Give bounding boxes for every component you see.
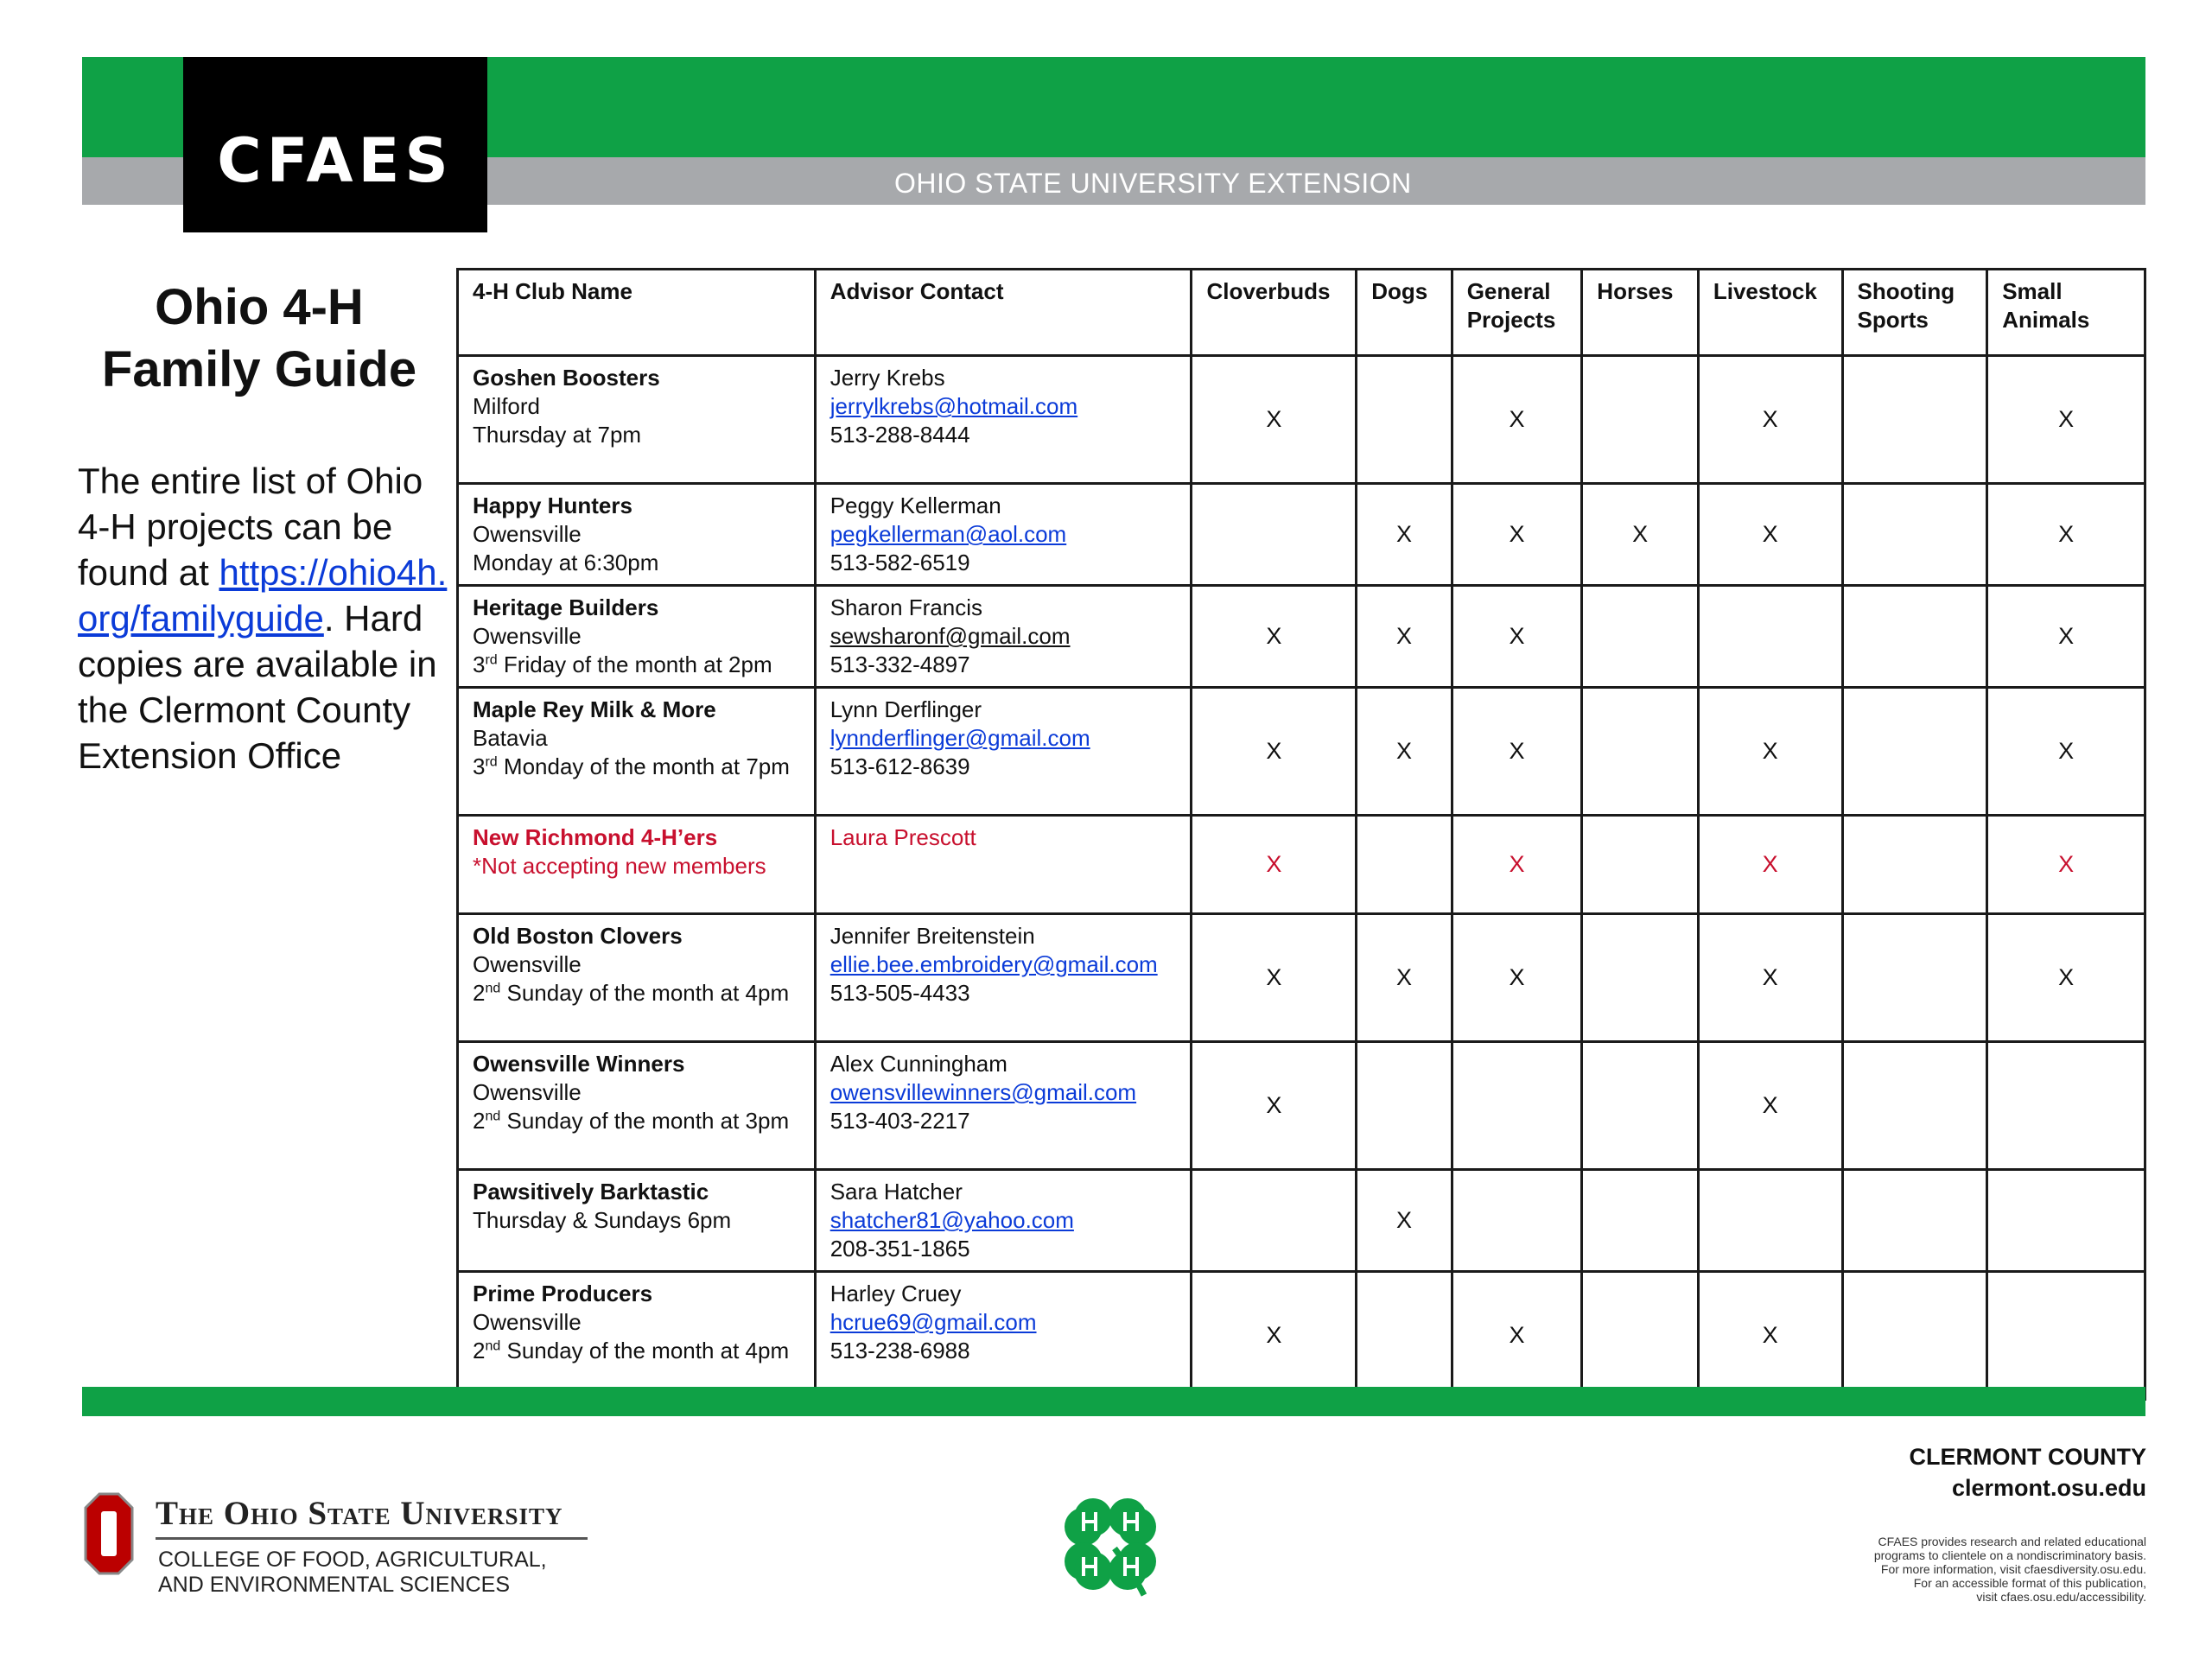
table-header-row <box>458 270 2145 356</box>
meeting-time-rest: Sunday of the month at 3pm <box>500 1108 790 1134</box>
mark-general-projects <box>1452 1042 1582 1170</box>
mark-general-projects: X <box>1452 1272 1582 1400</box>
club-name: Old Boston Clovers <box>473 923 683 949</box>
mark-general-projects <box>1452 1170 1582 1272</box>
footer-green-bar <box>82 1387 2145 1416</box>
college-line-1: COLLEGE OF FOOD, AGRICULTURAL, <box>158 1548 547 1572</box>
clover-leaves <box>1065 1498 1156 1590</box>
advisor-email-link[interactable]: hcrue69@gmail.com <box>830 1309 1037 1335</box>
club-cell <box>458 356 816 484</box>
osu-name <box>156 1494 563 1533</box>
fine-print-line: For more information, visit cfaesdiversity.osu.edu. <box>1880 1562 2146 1576</box>
college-name <box>158 1548 547 1598</box>
club-location: Owensville <box>473 623 582 649</box>
club-name: Heritage Builders <box>473 594 659 620</box>
club-meeting-time <box>473 753 800 781</box>
mark-small-animals: X <box>1987 356 2145 484</box>
mark-horses <box>1582 1170 1699 1272</box>
advisor-name: Peggy Kellerman <box>830 493 1001 518</box>
mark-general-projects: X <box>1452 816 1582 914</box>
mark-small-animals <box>1987 1272 2145 1400</box>
mark-dogs <box>1357 1272 1452 1400</box>
mark-cloverbuds <box>1192 484 1357 586</box>
block-o-icon <box>82 1491 136 1577</box>
mark-livestock: X <box>1698 688 1842 816</box>
fine-print-line: CFAES provides research and related educational <box>1878 1535 2146 1548</box>
header-shooting-sports: Shooting Sports <box>1842 270 1987 356</box>
club-table <box>456 268 2146 1401</box>
table-row <box>458 484 2145 586</box>
mark-shooting-sports <box>1842 1042 1987 1170</box>
header-advisor-contact: Advisor Contact <box>815 270 1192 356</box>
advisor-phone: 208-351-1865 <box>830 1236 970 1262</box>
block-o-hole <box>101 1511 117 1556</box>
club-location: *Not accepting new members <box>473 853 766 879</box>
extension-subtitle: OHIO STATE UNIVERSITY EXTENSION <box>894 168 1412 199</box>
mark-livestock: X <box>1698 356 1842 484</box>
header-dogs: Dogs <box>1357 270 1452 356</box>
table-row <box>458 688 2145 816</box>
intro-text-before: The entire list of Ohio 4-H projects can be found at <box>78 461 423 593</box>
club-cell <box>458 1170 816 1272</box>
mark-dogs: X <box>1357 484 1452 586</box>
club-location: Owensville <box>473 951 582 977</box>
table-row <box>458 1272 2145 1400</box>
family-guide-link[interactable]: https://ohio4h.org/familyguide <box>78 552 448 639</box>
meeting-time-text: 3 <box>473 753 486 779</box>
club-meeting-time <box>473 651 800 679</box>
advisor-email-link[interactable]: shatcher81@yahoo.com <box>830 1207 1074 1233</box>
mark-small-animals: X <box>1987 484 2145 586</box>
advisor-phone: 513-612-8639 <box>830 753 970 779</box>
advisor-cell <box>815 1042 1192 1170</box>
table-row <box>458 356 2145 484</box>
mark-shooting-sports <box>1842 356 1987 484</box>
advisor-name: Jennifer Breitenstein <box>830 923 1035 949</box>
cfaes-wordmark: CFAES <box>217 125 454 196</box>
intro-paragraph <box>78 458 449 779</box>
mark-cloverbuds: X <box>1192 586 1357 688</box>
club-location: Milford <box>473 393 541 419</box>
club-cell <box>458 1272 816 1400</box>
advisor-cell <box>815 1272 1192 1400</box>
mark-horses <box>1582 914 1699 1042</box>
header-general-projects: General Projects <box>1452 270 1582 356</box>
meeting-time-text: Monday at 6:30pm <box>473 550 659 575</box>
advisor-phone: 513-582-6519 <box>830 550 970 575</box>
mark-dogs: X <box>1357 586 1452 688</box>
club-cell <box>458 914 816 1042</box>
mark-small-animals: X <box>1987 688 2145 816</box>
mark-livestock: X <box>1698 914 1842 1042</box>
club-location: Thursday & Sundays 6pm <box>473 1207 732 1233</box>
club-name: Maple Rey Milk & More <box>473 696 716 722</box>
mark-general-projects: X <box>1452 586 1582 688</box>
mark-horses <box>1582 1042 1699 1170</box>
mark-dogs: X <box>1357 914 1452 1042</box>
mark-livestock <box>1698 1170 1842 1272</box>
4h-clover-icon <box>1054 1488 1166 1600</box>
mark-dogs <box>1357 1042 1452 1170</box>
advisor-name: Harley Cruey <box>830 1281 962 1306</box>
mark-cloverbuds: X <box>1192 688 1357 816</box>
county-website: clermont.osu.edu <box>1951 1475 2146 1501</box>
club-location: Batavia <box>473 725 548 751</box>
club-meeting-time <box>473 549 800 577</box>
mark-cloverbuds: X <box>1192 356 1357 484</box>
club-meeting-time <box>473 1107 800 1135</box>
header-livestock: Livestock <box>1698 270 1842 356</box>
mark-general-projects: X <box>1452 484 1582 586</box>
meeting-ordinal-suffix: nd <box>485 1109 501 1124</box>
mark-cloverbuds: X <box>1192 1272 1357 1400</box>
club-meeting-time <box>473 421 800 449</box>
mark-cloverbuds: X <box>1192 816 1357 914</box>
mark-general-projects: X <box>1452 688 1582 816</box>
advisor-name: Sharon Francis <box>830 594 982 620</box>
mark-horses <box>1582 586 1699 688</box>
advisor-cell <box>815 914 1192 1042</box>
mark-horses <box>1582 1272 1699 1400</box>
club-meeting-time <box>473 979 800 1007</box>
mark-dogs <box>1357 816 1452 914</box>
mark-small-animals <box>1987 1170 2145 1272</box>
header-horses: Horses <box>1582 270 1699 356</box>
meeting-time-text: 3 <box>473 652 486 677</box>
mark-dogs: X <box>1357 688 1452 816</box>
advisor-phone: 513-332-4897 <box>830 652 970 677</box>
club-cell <box>458 1042 816 1170</box>
advisor-name: Sara Hatcher <box>830 1179 963 1205</box>
club-location: Owensville <box>473 521 582 547</box>
mark-livestock: X <box>1698 1042 1842 1170</box>
mark-shooting-sports <box>1842 914 1987 1042</box>
mark-shooting-sports <box>1842 688 1987 816</box>
advisor-name: Alex Cunningham <box>830 1051 1007 1077</box>
advisor-email-link[interactable]: owensvillewinners@gmail.com <box>830 1079 1137 1105</box>
club-meeting-time <box>473 1337 800 1365</box>
meeting-time-rest: Sunday of the month at 4pm <box>500 980 790 1006</box>
meeting-time-text: Thursday at 7pm <box>473 422 642 448</box>
meeting-time-text: 2 <box>473 1338 486 1363</box>
meeting-time-text: 2 <box>473 1108 486 1134</box>
club-name: Happy Hunters <box>473 493 632 518</box>
advisor-email-link[interactable]: lynnderflinger@gmail.com <box>830 725 1090 751</box>
meeting-ordinal-suffix: nd <box>485 981 501 996</box>
club-cell <box>458 586 816 688</box>
header-small-animals: Small Animals <box>1987 270 2145 356</box>
mark-dogs: X <box>1357 1170 1452 1272</box>
advisor-phone: 513-288-8444 <box>830 422 970 448</box>
mark-shooting-sports <box>1842 1272 1987 1400</box>
club-cell <box>458 484 816 586</box>
meeting-time-text: 2 <box>473 980 486 1006</box>
mark-cloverbuds: X <box>1192 914 1357 1042</box>
meeting-time-rest: Monday of the month at 7pm <box>497 753 790 779</box>
advisor-phone: 513-505-4433 <box>830 980 970 1006</box>
mark-small-animals: X <box>1987 586 2145 688</box>
intro-text-after: . Hard copies are available in the Clermont County Extension Office <box>78 598 437 776</box>
advisor-cell <box>815 1170 1192 1272</box>
mark-horses <box>1582 816 1699 914</box>
mark-shooting-sports <box>1842 586 1987 688</box>
header-club-name: 4-H Club Name <box>458 270 816 356</box>
mark-horses <box>1582 356 1699 484</box>
county-block <box>1910 1441 2146 1503</box>
club-cell <box>458 816 816 914</box>
mark-general-projects: X <box>1452 914 1582 1042</box>
mark-small-animals <box>1987 1042 2145 1170</box>
mark-small-animals: X <box>1987 816 2145 914</box>
club-name: Pawsitively Barktastic <box>473 1179 709 1205</box>
mark-shooting-sports <box>1842 816 1987 914</box>
mark-dogs <box>1357 356 1452 484</box>
mark-small-animals: X <box>1987 914 2145 1042</box>
nondiscrimination-statement <box>1801 1535 2146 1604</box>
club-name: New Richmond 4-H’ers <box>473 824 718 850</box>
mark-livestock: X <box>1698 1272 1842 1400</box>
advisor-phone: 513-403-2217 <box>830 1108 970 1134</box>
table-row <box>458 816 2145 914</box>
fine-print-line: visit cfaes.osu.edu/accessibility. <box>1976 1590 2146 1604</box>
advisor-email-link[interactable]: ellie.bee.embroidery@gmail.com <box>830 951 1158 977</box>
advisor-name: Lynn Derflinger <box>830 696 982 722</box>
advisor-email-link[interactable]: jerrylkrebs@hotmail.com <box>830 393 1078 419</box>
advisor-email-link[interactable]: sewsharonf@gmail.com <box>830 623 1071 649</box>
mark-cloverbuds <box>1192 1170 1357 1272</box>
table-row <box>458 586 2145 688</box>
advisor-phone: 513-238-6988 <box>830 1338 970 1363</box>
mark-horses: X <box>1582 484 1699 586</box>
cfaes-logo <box>183 57 487 232</box>
advisor-cell <box>815 356 1192 484</box>
title-line-2: Family Guide <box>101 341 417 397</box>
club-location: Owensville <box>473 1079 582 1105</box>
mark-livestock: X <box>1698 816 1842 914</box>
advisor-name: Jerry Krebs <box>830 365 945 391</box>
header-cloverbuds: Cloverbuds <box>1192 270 1357 356</box>
advisor-cell <box>815 484 1192 586</box>
osu-divider <box>156 1537 588 1540</box>
meeting-time-rest: Friday of the month at 2pm <box>497 652 772 677</box>
advisor-name: Laura Prescott <box>830 824 976 850</box>
mark-shooting-sports <box>1842 484 1987 586</box>
osu-logo <box>82 1491 601 1611</box>
club-name: Owensville Winners <box>473 1051 685 1077</box>
advisor-cell <box>815 688 1192 816</box>
advisor-email-link[interactable]: pegkellerman@aol.com <box>830 521 1067 547</box>
fine-print-line: For an accessible format of this publication, <box>1913 1576 2146 1590</box>
meeting-ordinal-suffix: rd <box>485 754 498 770</box>
college-line-2: AND ENVIRONMENTAL SCIENCES <box>158 1573 511 1597</box>
club-name: Prime Producers <box>473 1281 653 1306</box>
mark-horses <box>1582 688 1699 816</box>
title-line-1: Ohio 4-H <box>155 279 364 335</box>
advisor-cell <box>815 816 1192 914</box>
table-row <box>458 914 2145 1042</box>
mark-livestock: X <box>1698 484 1842 586</box>
meeting-ordinal-suffix: rd <box>485 652 498 668</box>
club-cell <box>458 688 816 816</box>
mark-shooting-sports <box>1842 1170 1987 1272</box>
fine-print-line: programs to clientele on a nondiscriminatory basis. <box>1873 1548 2146 1562</box>
mark-livestock <box>1698 586 1842 688</box>
mark-cloverbuds: X <box>1192 1042 1357 1170</box>
mark-general-projects: X <box>1452 356 1582 484</box>
club-name: Goshen Boosters <box>473 365 660 391</box>
table-row <box>458 1042 2145 1170</box>
meeting-ordinal-suffix: nd <box>485 1338 501 1354</box>
county-name: CLERMONT COUNTY <box>1909 1444 2146 1470</box>
club-location: Owensville <box>473 1309 582 1335</box>
table-row <box>458 1170 2145 1272</box>
osu-name-text: The Ohio State University <box>156 1495 563 1532</box>
advisor-cell <box>815 586 1192 688</box>
meeting-time-rest: Sunday of the month at 4pm <box>500 1338 790 1363</box>
page-title <box>78 276 441 401</box>
